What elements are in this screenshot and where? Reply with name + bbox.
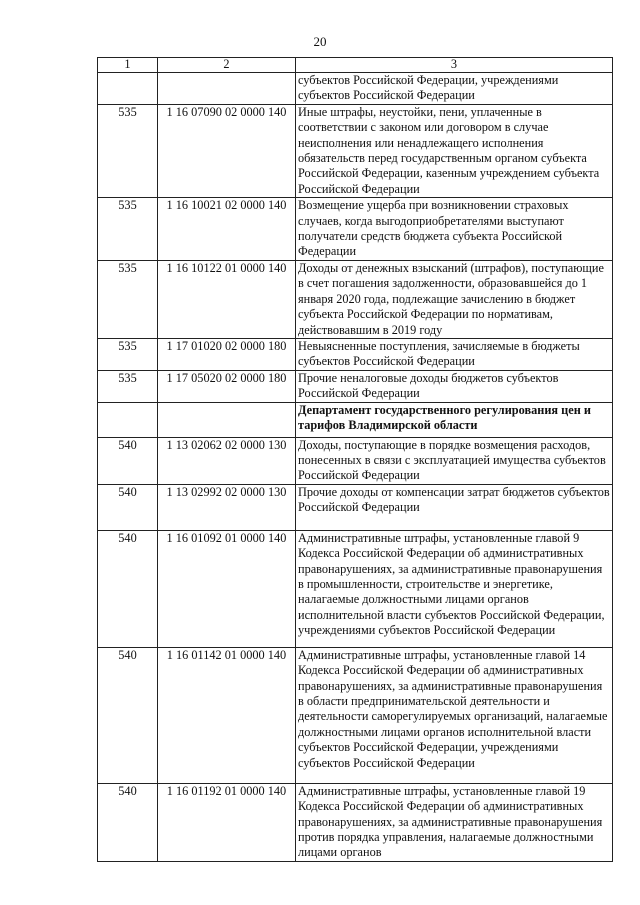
column-header-2: 2	[158, 58, 296, 73]
revenue-description: Доходы, поступающие в порядке возмещения расходов, понесенных в связи с эксплуатацией имущества субъектов Российской Федерации	[296, 437, 613, 484]
row-number: 535	[98, 104, 158, 197]
revenue-description: Возмещение ущерба при возникновении страховых случаев, когда выгодоприобретателями выступают получатели средств бюджета субъекта Российской Федерации	[296, 198, 613, 261]
revenue-description: субъектов Российской Федерации, учреждениями субъектов Российской Федерации	[296, 73, 613, 105]
table-row	[98, 484, 613, 530]
revenue-description: Прочие неналоговые доходы бюджетов субъектов Российской Федерации	[296, 370, 613, 402]
section-heading-row	[98, 402, 613, 437]
revenue-description: Административные штрафы, установленные главой 19 Кодекса Российской Федерации об административных правонарушениях, за административные правонарушения против порядка управления, налагаемые должностными лицами органов	[296, 783, 613, 861]
row-number: 535	[98, 260, 158, 338]
table-row	[98, 73, 613, 105]
row-number: 535	[98, 198, 158, 261]
column-header-3: 3	[296, 58, 613, 73]
budget-code: 1 13 02062 02 0000 130	[158, 437, 296, 484]
page-number: 20	[313, 34, 327, 49]
row-number: 535	[98, 338, 158, 370]
revenue-description: Иные штрафы, неустойки, пени, уплаченные в соответствии с законом или договором в случае неисполнения или ненадлежащего исполнения обязательств перед государственным органом субъекта Российской Федерации, казенным учреждением субъекта Российской Федерации	[296, 104, 613, 197]
row-number: 535	[98, 370, 158, 402]
row-number: 540	[98, 437, 158, 484]
budget-code	[158, 73, 296, 105]
table-row	[98, 647, 613, 783]
budget-code: 1 16 01142 01 0000 140	[158, 647, 296, 783]
budget-code: 1 16 10021 02 0000 140	[158, 198, 296, 261]
table-row	[98, 437, 613, 484]
budget-code: 1 16 01192 01 0000 140	[158, 783, 296, 861]
budget-code: 1 16 07090 02 0000 140	[158, 104, 296, 197]
row-number: 540	[98, 530, 158, 647]
row-number	[98, 73, 158, 105]
budget-code: 1 17 01020 02 0000 180	[158, 338, 296, 370]
revenue-description: Прочие доходы от компенсации затрат бюджетов субъектов Российской Федерации	[296, 484, 613, 530]
revenue-description: Административные штрафы, установленные главой 14 Кодекса Российской Федерации об административных правонарушениях, за административные правонарушения в области предпринимательской деятельности и деятельности саморегулируемых организаций, налагаемые должностными лицами органов исполнительной власти субъектов Российской Федерации, учреждениями субъектов Российской Федерации	[296, 647, 613, 783]
table-row	[98, 198, 613, 261]
budget-code: 1 16 01092 01 0000 140	[158, 530, 296, 647]
table-row	[98, 104, 613, 197]
budget-code: 1 17 05020 02 0000 180	[158, 370, 296, 402]
revenue-description: Невыясненные поступления, зачисляемые в бюджеты субъектов Российской Федерации	[296, 338, 613, 370]
budget-code: 1 13 02992 02 0000 130	[158, 484, 296, 530]
revenue-description: Административные штрафы, установленные главой 9 Кодекса Российской Федерации об административных правонарушениях, за административные правонарушения в промышленности, строительстве и энергетике, налагаемые должностными лицами органов исполнительной власти субъектов Российской Федерации, учреждениями субъектов Российской Федерации	[296, 530, 613, 647]
row-number: 540	[98, 484, 158, 530]
table-header-row	[98, 58, 613, 73]
budget-code: 1 16 10122 01 0000 140	[158, 260, 296, 338]
row-number: 540	[98, 783, 158, 861]
column-header-1: 1	[98, 58, 158, 73]
row-number	[98, 402, 158, 437]
table-row	[98, 260, 613, 338]
revenue-description: Департамент государственного регулирования цен и тарифов Владимирской области	[296, 402, 613, 437]
row-number: 540	[98, 647, 158, 783]
table-row	[98, 370, 613, 402]
table-row	[98, 783, 613, 861]
revenue-description: Доходы от денежных взысканий (штрафов), поступающие в счет погашения задолженности, образовавшейся до 1 января 2020 года, подлежащие зачислению в бюджет субъекта Российской Федерации по нормативам, действовавшим в 2019 году	[296, 260, 613, 338]
revenue-codes-table	[97, 57, 613, 862]
budget-code	[158, 402, 296, 437]
table-row	[98, 338, 613, 370]
table-row	[98, 530, 613, 647]
